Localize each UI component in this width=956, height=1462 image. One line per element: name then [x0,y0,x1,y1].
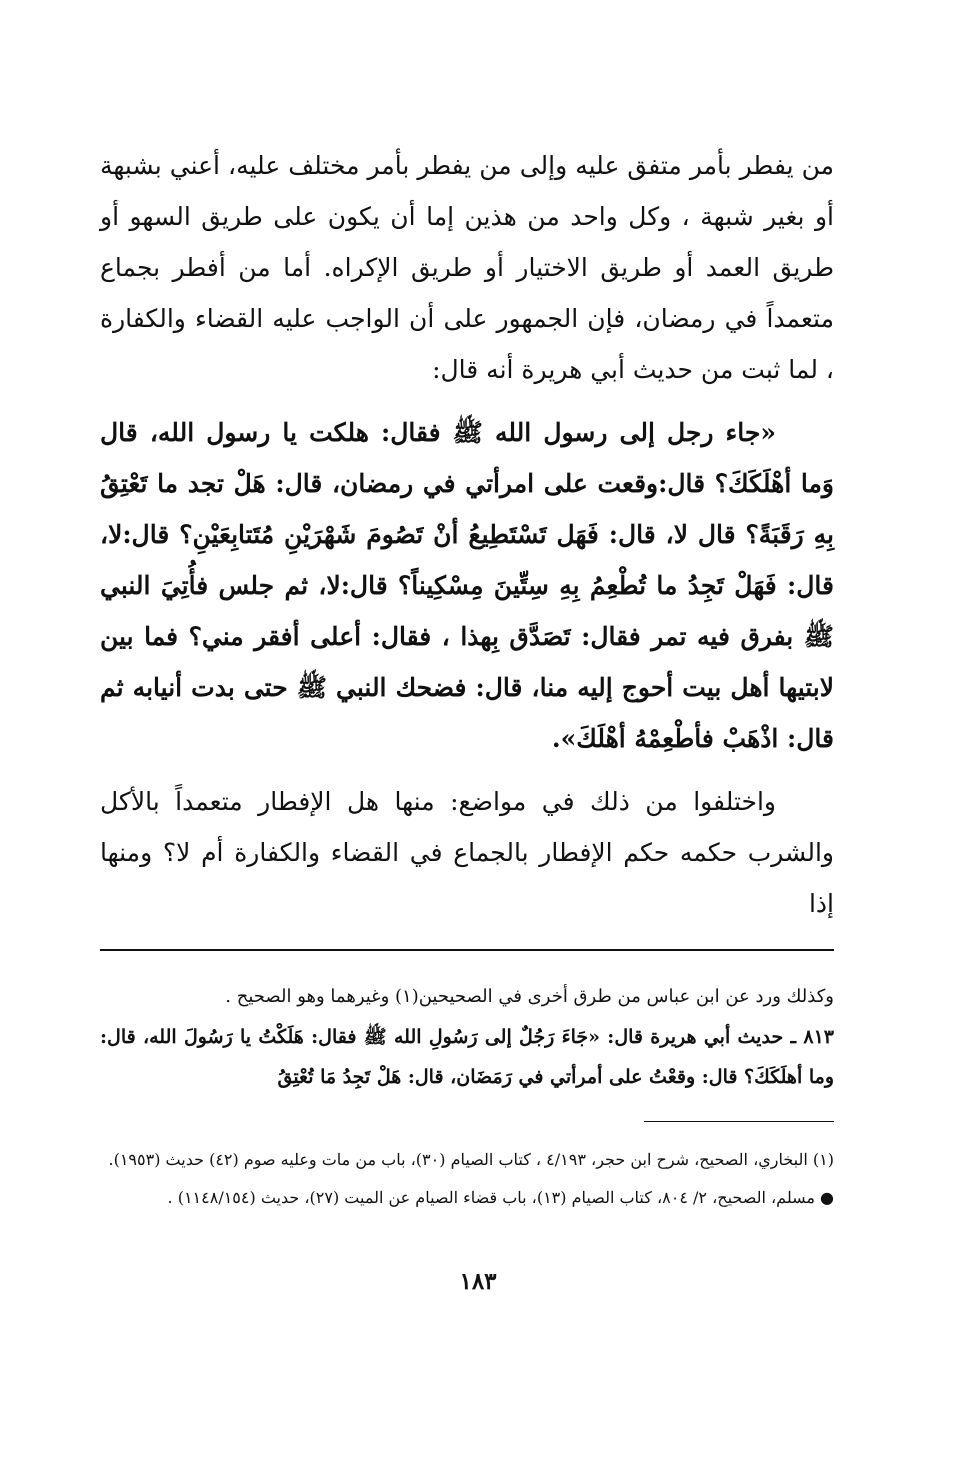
page-content [100,140,834,1214]
main-text [100,140,834,929]
footnote-2: ● مسلم، الصحيح، ٢/ ٨٠٤، كتاب الصيام (١٣)، باب قضاء الصيام عن الميت (٢٧)، حديث (١١٤٨/١٥٤) . [167,1188,834,1207]
footnote-separator [644,1121,834,1122]
footnote-1: (١) البخاري، الصحيح، شرح ابن حجر، ٤/١٩٣ ، كتاب الصيام (٣٠)، باب من مات وعليه صوم (٤٢) حديث (١٩٥٣). [108,1150,834,1169]
hadith-quote: «جاء رجل إلى رسول الله ﷺ فقال: هلكت يا رسول الله، قال وَما أهْلَكَكَ؟ قال:وقعت على امرأتي في رمضان، قال: هَلْ تجد ما تَعْتِقُ بِهِ رَقَبَةً؟ قال لا، قال: فَهَل تَسْتَطِيعُ أنْ تَصُومَ شَهْرَيْنِ مُتَتابِعَيْنِ؟ قال:لا، قال: فَهَلْ تَجِدُ ما تُطْعِمُ بِهِ سِتِّينَ مِسْكِيناً؟ قال:لا، ثم جلس فأُتِيَ النبي ﷺ بفرق فيه تمر فقال: تَصَدَّق بِهذا ، فقال: أعلى أفقر مني؟ فما بين لابتيها أهل بيت أحوج إليه منا، قال: فضحك النبي ﷺ حتى بدت أنيابه ثم قال: اذْهَبْ فأطْعِمْهُ أهْلَكَ». [100,418,834,753]
page-number: ١٨٣ [459,1268,497,1295]
footnotes-section [100,1144,834,1214]
body-paragraph-3: واختلفوا من ذلك في مواضع: منها هل الإفطار متعمداً بالأكل والشرب حكمه حكم الإفطار بالجماع في القضاء والكفارة أم لا؟ ومنها إذا [100,787,834,918]
main-separator [100,949,834,951]
commentary-line: وكذلك ورد عن ابن عباس من طرق أخرى في الصحيحين(١) وغيرهما وهو الصحيح . [225,986,834,1007]
body-paragraph-1: من يفطر بأمر متفق عليه وإلى من يفطر بأمر مختلف عليه، أعني بشبهة أو بغير شبهة ، وكل واحد من هذين إما أن يكون على طريق السهو أو طريق العمد أو طريق الاختيار أو طريق الإكراه. أما من أفطر بجماع متعمداً في رمضان، فإن الجمهور على أن الواجب عليه القضاء والكفارة ، لما ثبت من حديث أبي هريرة أنه قال: [100,151,834,384]
commentary-section [100,977,834,1097]
hadith-entry-813: ٨١٣ ـ حديث أبي هريرة قال: «جَاءَ رَجُلٌ إلى رَسُولِ الله ﷺ فقال: هَلَكْتُ يا رَسُولَ الله، قال: وما أهلَكَكَ؟ قال: وقعْتُ على أمرأتي في رَمَضَان، قال: هَلْ تَجِدُ مَا تُعْتِقُ [100,1026,834,1088]
